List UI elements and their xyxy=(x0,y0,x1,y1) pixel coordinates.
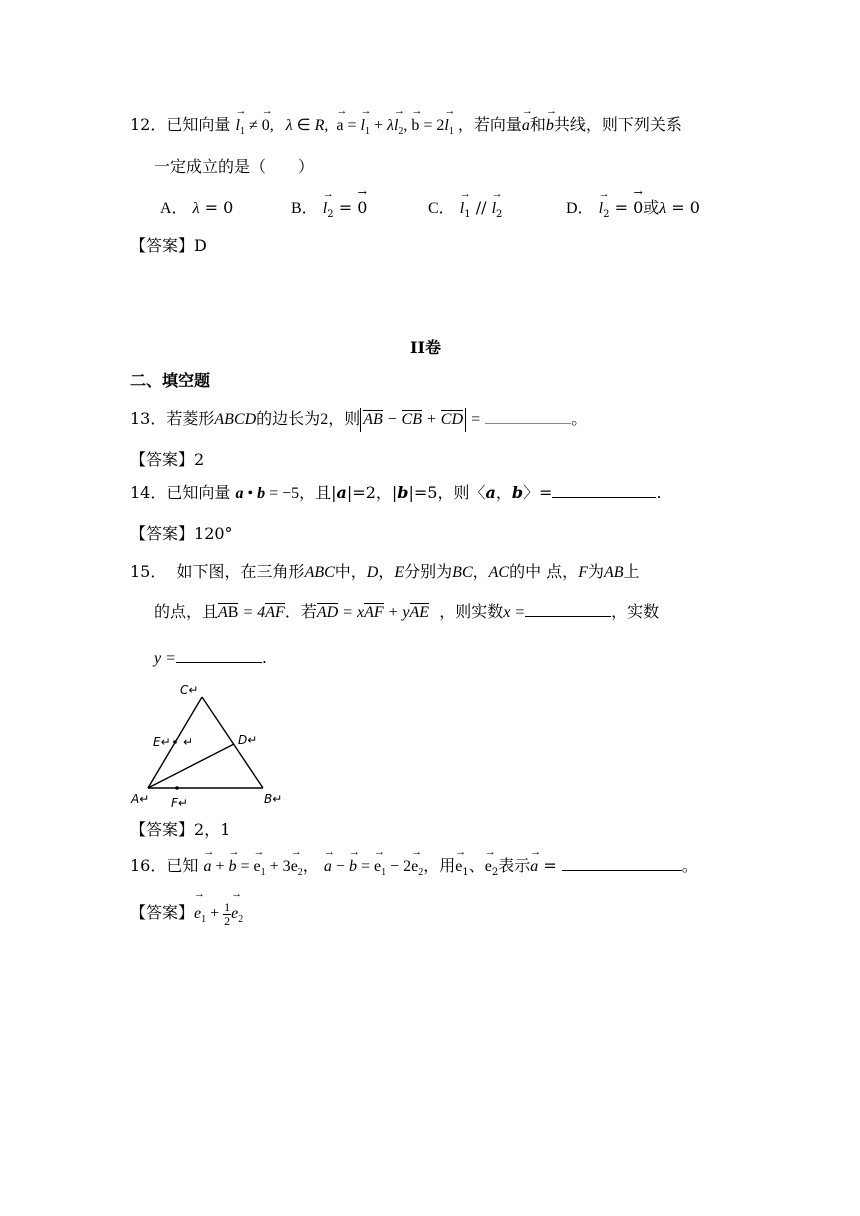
answer-label: 【答案】 xyxy=(130,820,195,839)
q15-text-3: 分别为 xyxy=(404,562,453,581)
q16-dun: 、 xyxy=(468,856,485,875)
q15-line3 xyxy=(154,648,267,669)
q16-e2: → e xyxy=(485,857,492,877)
q15-text-4: 的中 点， xyxy=(509,562,579,581)
q13-text-2: 的边长为 xyxy=(256,409,321,428)
q16-text-3: 表示 xyxy=(498,856,531,875)
answer-label: 【答案】 xyxy=(130,236,195,255)
q16-blank xyxy=(562,870,682,871)
q16-e1: → e xyxy=(455,857,462,877)
q15-cond: AB = 4AF xyxy=(218,604,285,621)
q12-text: 已知向量 xyxy=(166,115,231,134)
question-number: 15． xyxy=(130,562,167,581)
q15-d: D xyxy=(366,564,379,581)
q15-e: E xyxy=(394,564,405,581)
q12-text-2: ，若向量 xyxy=(457,115,522,134)
q13-shape: ABCD xyxy=(214,411,257,428)
label-c: C↵ xyxy=(180,683,199,697)
question-number: 14． xyxy=(130,483,167,502)
point-e xyxy=(173,740,177,744)
q14-answer xyxy=(130,524,233,544)
answer-value: D xyxy=(194,236,207,255)
question-number: 12． xyxy=(130,115,167,134)
q15-line1 xyxy=(130,562,640,583)
q15-end: . xyxy=(261,648,267,667)
label-arrow: ↵ xyxy=(183,735,194,749)
q15-y: y = xyxy=(154,650,176,667)
q13-text-3: ，则 xyxy=(328,409,361,428)
q12-option-d: D． → $l_2$ = → 0或λ = 0 xyxy=(566,198,700,225)
q13-expression: AB − CB + CD xyxy=(360,408,466,432)
point-f xyxy=(175,786,179,790)
q13-len: 2 xyxy=(320,411,329,428)
q14-end: . xyxy=(656,483,662,502)
answer-label: 【答案】 xyxy=(130,524,195,543)
q14-dot: a • b = −5 xyxy=(235,485,300,502)
q15-text-9: ，则实数 xyxy=(439,602,504,621)
q12-option-a: A． λ = 0 xyxy=(160,198,234,217)
q15-blank-x xyxy=(525,616,611,617)
fraction: $\frac{1}{2}$ xyxy=(224,899,231,928)
q15-bc: BC xyxy=(452,564,473,581)
q16-text-2: ，用 xyxy=(423,856,456,875)
q15-line2 xyxy=(154,602,659,623)
q12-answer xyxy=(130,236,207,256)
question-number: 13． xyxy=(130,409,167,428)
q13-eq: = xyxy=(471,411,481,428)
q16-end: 。 xyxy=(681,856,698,875)
q12-text-3: 共线，则下列关系 xyxy=(553,115,682,134)
q14-line1 xyxy=(130,483,662,504)
answer-value: → $e_1$ + $\frac{1}{2}$ → $e_2$ xyxy=(194,905,243,922)
q13-line1 xyxy=(130,408,587,432)
q14-blank xyxy=(552,497,656,498)
answer-value: 2，1 xyxy=(194,820,231,839)
q15-blank-y xyxy=(176,662,262,663)
q15-ac: AC xyxy=(488,564,510,581)
answer-value: 120° xyxy=(194,524,233,543)
q14-mid: ，且|a|=2，|b|=5，则〈a，b〉= xyxy=(299,483,553,502)
section-title: II卷 xyxy=(410,338,441,357)
q15-text-10: ，实数 xyxy=(611,602,660,621)
answer-value: 2 xyxy=(194,450,205,469)
q16-sep: ， xyxy=(302,856,319,875)
q15-answer xyxy=(130,820,230,840)
q16-eq2: → a − → b = → $e_1 - 2\to e_2$ xyxy=(324,858,423,875)
q16-line1: 16．已知 → a + → b = → $e_1 + 3\to e_2$， → a − → b = → $e_1 - 2\to e_2$，用→ $e_1$、→ $e_2$表示→ a = 。 xyxy=(130,856,698,883)
q16-answer xyxy=(130,898,243,935)
label-d: D↵ xyxy=(238,733,258,747)
triangle-figure xyxy=(126,680,291,815)
q15-triangle: ABC xyxy=(304,564,335,581)
q14-text: 已知向量 xyxy=(166,483,231,502)
label-a: A↵ xyxy=(131,792,150,806)
label-f: F↵ xyxy=(171,796,188,810)
q13-blank xyxy=(485,423,571,424)
q15-text-2: 中， xyxy=(334,562,367,581)
q16-text: 已知 xyxy=(166,856,199,875)
q12-line2: 一定成立的是（ ） xyxy=(154,157,315,176)
q13-end: 。 xyxy=(571,409,588,428)
q12-and: 和 xyxy=(529,115,546,134)
q12-cond: → $l_1$ ≠ → 0, λ ∈ R, → a = → $l_1 + \lambda\to l_2$, → $b = 2\to l_1$ xyxy=(235,117,457,134)
q12-option-b: B． → $l_2$ = → 0 xyxy=(291,198,367,225)
q15-text-5: 为 xyxy=(587,562,604,581)
q15-text: 如下图，在三角形 xyxy=(176,562,305,581)
q13-answer xyxy=(130,450,204,470)
q15-sep: ， xyxy=(472,562,489,581)
question-number: 16． xyxy=(130,856,167,875)
q15-ab: AB xyxy=(603,564,624,581)
section-subtitle: 二、填空题 xyxy=(130,371,211,390)
q16-eq1: → a + → b = → $e_1 + 3\to e_2$ xyxy=(203,858,302,875)
answer-label: 【答案】 xyxy=(130,903,195,922)
q15-text-6: 上 xyxy=(623,562,640,581)
answer-label: 【答案】 xyxy=(130,450,195,469)
q15-text-8: ．若 xyxy=(284,602,317,621)
q15-eqn: AD = xAF + yAE xyxy=(316,604,430,621)
q15-sep: ， xyxy=(378,562,395,581)
q13-text: 若菱形 xyxy=(166,409,215,428)
q12-option-c: C． → $l_1$ // → $l_2$ xyxy=(428,198,502,225)
q15-x: x = xyxy=(503,604,526,621)
label-b: B↵ xyxy=(264,792,283,806)
q15-text-7: 的点，且 xyxy=(154,602,219,621)
q15-f: F xyxy=(578,564,588,581)
label-e: E↵ xyxy=(153,735,171,749)
q12-line1: 12．已知向量 → $l_1$ ≠ → 0, λ ∈ R, → a = → $l_1 + \lambda\to l_2$, → $b = 2\to l_1$ ，若向量→ a和→ b共线，则下列关系 xyxy=(130,115,682,142)
